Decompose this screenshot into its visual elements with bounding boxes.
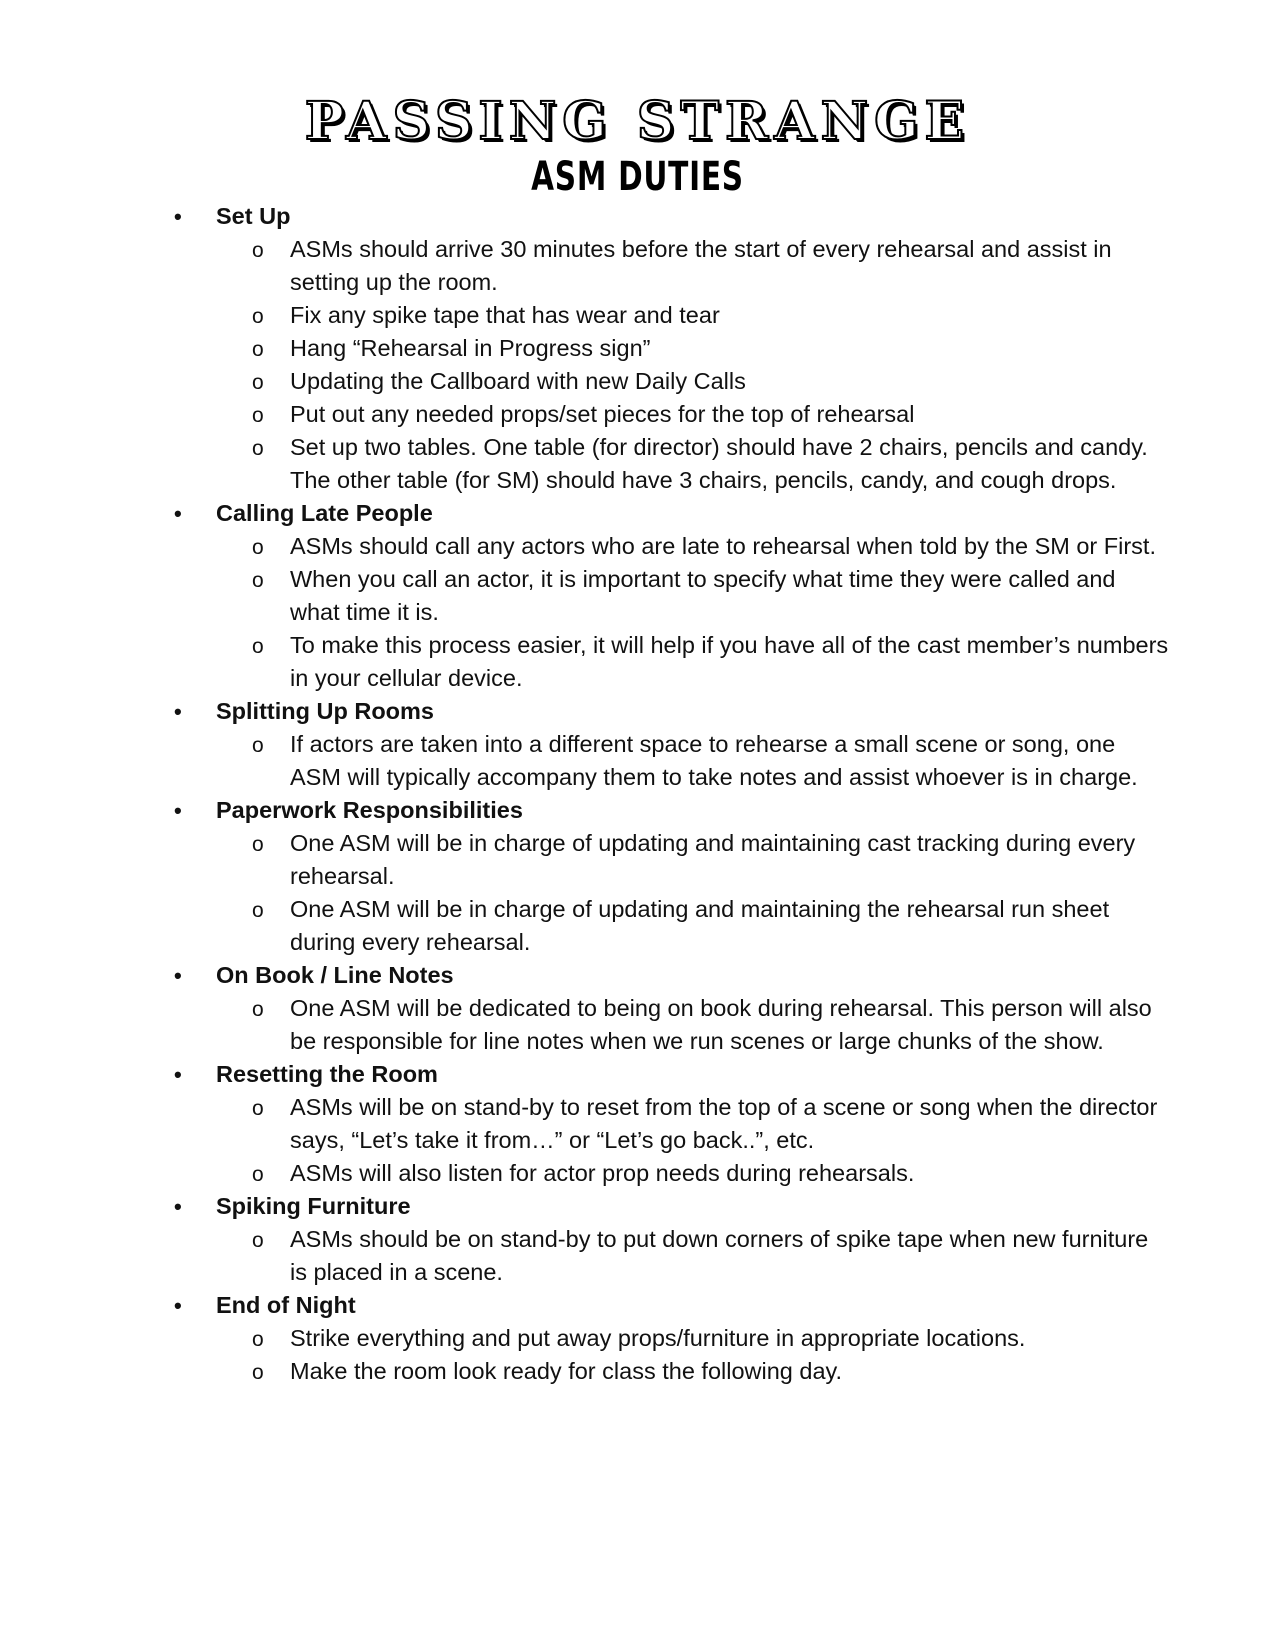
duty-item-text: Hang “Rehearsal in Progress sign” <box>290 335 651 361</box>
bullet-marker: • <box>174 1293 182 1318</box>
duty-section <box>0 1058 1275 1190</box>
sub-bullet-marker: o <box>252 899 264 922</box>
duties-list <box>0 200 1275 1388</box>
duty-item-text: One ASM will be in charge of updating and maintaining cast tracking during every rehearsal. <box>290 830 1136 889</box>
sub-bullet-marker: o <box>252 998 264 1021</box>
duty-item-text: Set up two tables. One table (for director) should have 2 chairs, pencils and candy. The other table (for SM) should have 3 chairs, pencils, candy, and cough drops. <box>290 434 1148 493</box>
duty-item <box>0 365 1170 398</box>
duty-item-text: Make the room look ready for class the following day. <box>290 1358 843 1384</box>
duty-item-text: If actors are taken into a different space to rehearse a small scene or song, one ASM will typically accompany them to take notes and assist whoever is in charge. <box>290 731 1138 790</box>
sub-bullet-marker: o <box>252 404 264 427</box>
sub-bullet-marker: o <box>252 734 264 757</box>
document-title: PASSING STRANGE <box>304 91 971 152</box>
duty-section <box>0 200 1275 497</box>
duty-item <box>0 1322 1170 1355</box>
duty-item <box>0 1091 1170 1157</box>
section-heading-text: Splitting Up Rooms <box>216 698 435 724</box>
duty-item <box>0 398 1170 431</box>
bullet-marker: • <box>174 963 182 988</box>
sub-bullet-marker: o <box>252 833 264 856</box>
duty-item <box>0 563 1170 629</box>
section-heading <box>0 695 1275 728</box>
duty-item <box>0 1223 1170 1289</box>
duty-item-text: ASMs should call any actors who are late to rehearsal when told by the SM or First. <box>290 533 1156 559</box>
duty-items <box>0 1091 1275 1190</box>
duty-item <box>0 992 1170 1058</box>
duty-item-text: Strike everything and put away props/furniture in appropriate locations. <box>290 1325 1026 1351</box>
bullet-marker: • <box>174 798 182 823</box>
section-heading <box>0 1289 1275 1322</box>
bullet-marker: • <box>174 699 182 724</box>
duty-item-text: To make this process easier, it will help if you have all of the cast member’s numbers in your cellular device. <box>290 632 1169 691</box>
sub-bullet-marker: o <box>252 536 264 559</box>
sub-bullet-marker: o <box>252 239 264 262</box>
sub-bullet-marker: o <box>252 1163 264 1186</box>
section-heading <box>0 959 1275 992</box>
duty-item-text: Put out any needed props/set pieces for the top of rehearsal <box>290 401 915 427</box>
duty-item-text: ASMs will also listen for actor prop needs during rehearsals. <box>290 1160 915 1186</box>
duty-items <box>0 728 1275 794</box>
section-heading <box>0 794 1275 827</box>
duty-item-text: When you call an actor, it is important to specify what time they were called and what time it is. <box>290 566 1116 625</box>
bullet-marker: • <box>174 204 182 229</box>
duty-section <box>0 1190 1275 1289</box>
bullet-marker: • <box>174 1194 182 1219</box>
duty-section <box>0 1289 1275 1388</box>
document-subtitle: ASM DUTIES <box>531 154 744 200</box>
duty-section <box>0 695 1275 794</box>
duty-item <box>0 1157 1170 1190</box>
sub-bullet-marker: o <box>252 1229 264 1252</box>
sub-bullet-marker: o <box>252 1097 264 1120</box>
section-heading-text: Spiking Furniture <box>216 1193 411 1219</box>
duty-item-text: One ASM will be dedicated to being on book during rehearsal. This person will also be responsible for line notes when we run scenes or large chunks of the show. <box>290 995 1152 1054</box>
duty-item-text: Updating the Callboard with new Daily Calls <box>290 368 746 394</box>
duty-section <box>0 959 1275 1058</box>
section-heading-text: Paperwork Responsibilities <box>216 797 523 823</box>
duty-item <box>0 332 1170 365</box>
duty-item <box>0 431 1170 497</box>
duty-items <box>0 992 1275 1058</box>
duty-items <box>0 1223 1275 1289</box>
bullet-marker: • <box>174 1062 182 1087</box>
sub-bullet-marker: o <box>252 371 264 394</box>
section-heading <box>0 1058 1275 1091</box>
duty-section <box>0 794 1275 959</box>
duty-item <box>0 299 1170 332</box>
bullet-marker: • <box>174 501 182 526</box>
section-heading-text: Set Up <box>216 203 291 229</box>
sub-bullet-marker: o <box>252 1328 264 1351</box>
duty-items <box>0 233 1275 497</box>
section-heading-text: On Book / Line Notes <box>216 962 454 988</box>
duty-section <box>0 497 1275 695</box>
duty-items <box>0 1322 1275 1388</box>
duty-item-text: Fix any spike tape that has wear and tear <box>290 302 720 328</box>
duty-item <box>0 530 1170 563</box>
section-heading <box>0 1190 1275 1223</box>
sub-bullet-marker: o <box>252 635 264 658</box>
duty-item-text: ASMs should be on stand-by to put down corners of spike tape when new furniture is placed in a scene. <box>290 1226 1149 1285</box>
duty-item <box>0 233 1170 299</box>
duty-item <box>0 629 1170 695</box>
sub-bullet-marker: o <box>252 305 264 328</box>
duty-item-text: One ASM will be in charge of updating and maintaining the rehearsal run sheet during every rehearsal. <box>290 896 1110 955</box>
section-heading <box>0 200 1275 233</box>
section-heading-text: Calling Late People <box>216 500 433 526</box>
section-heading-text: Resetting the Room <box>216 1061 438 1087</box>
sub-bullet-marker: o <box>252 338 264 361</box>
duty-item-text: ASMs should arrive 30 minutes before the start of every rehearsal and assist in setting up the room. <box>290 236 1112 295</box>
duty-item <box>0 893 1170 959</box>
duty-item <box>0 728 1170 794</box>
sub-bullet-marker: o <box>252 569 264 592</box>
section-heading-text: End of Night <box>216 1292 356 1318</box>
section-heading <box>0 497 1275 530</box>
sub-bullet-marker: o <box>252 1361 264 1384</box>
duty-items <box>0 827 1275 959</box>
duty-item <box>0 827 1170 893</box>
duty-item <box>0 1355 1170 1388</box>
sub-bullet-marker: o <box>252 437 264 460</box>
duty-items <box>0 530 1275 695</box>
duty-item-text: ASMs will be on stand-by to reset from the top of a scene or song when the director says, “Let’s take it from…” or “Let’s go back..”, etc. <box>290 1094 1158 1153</box>
